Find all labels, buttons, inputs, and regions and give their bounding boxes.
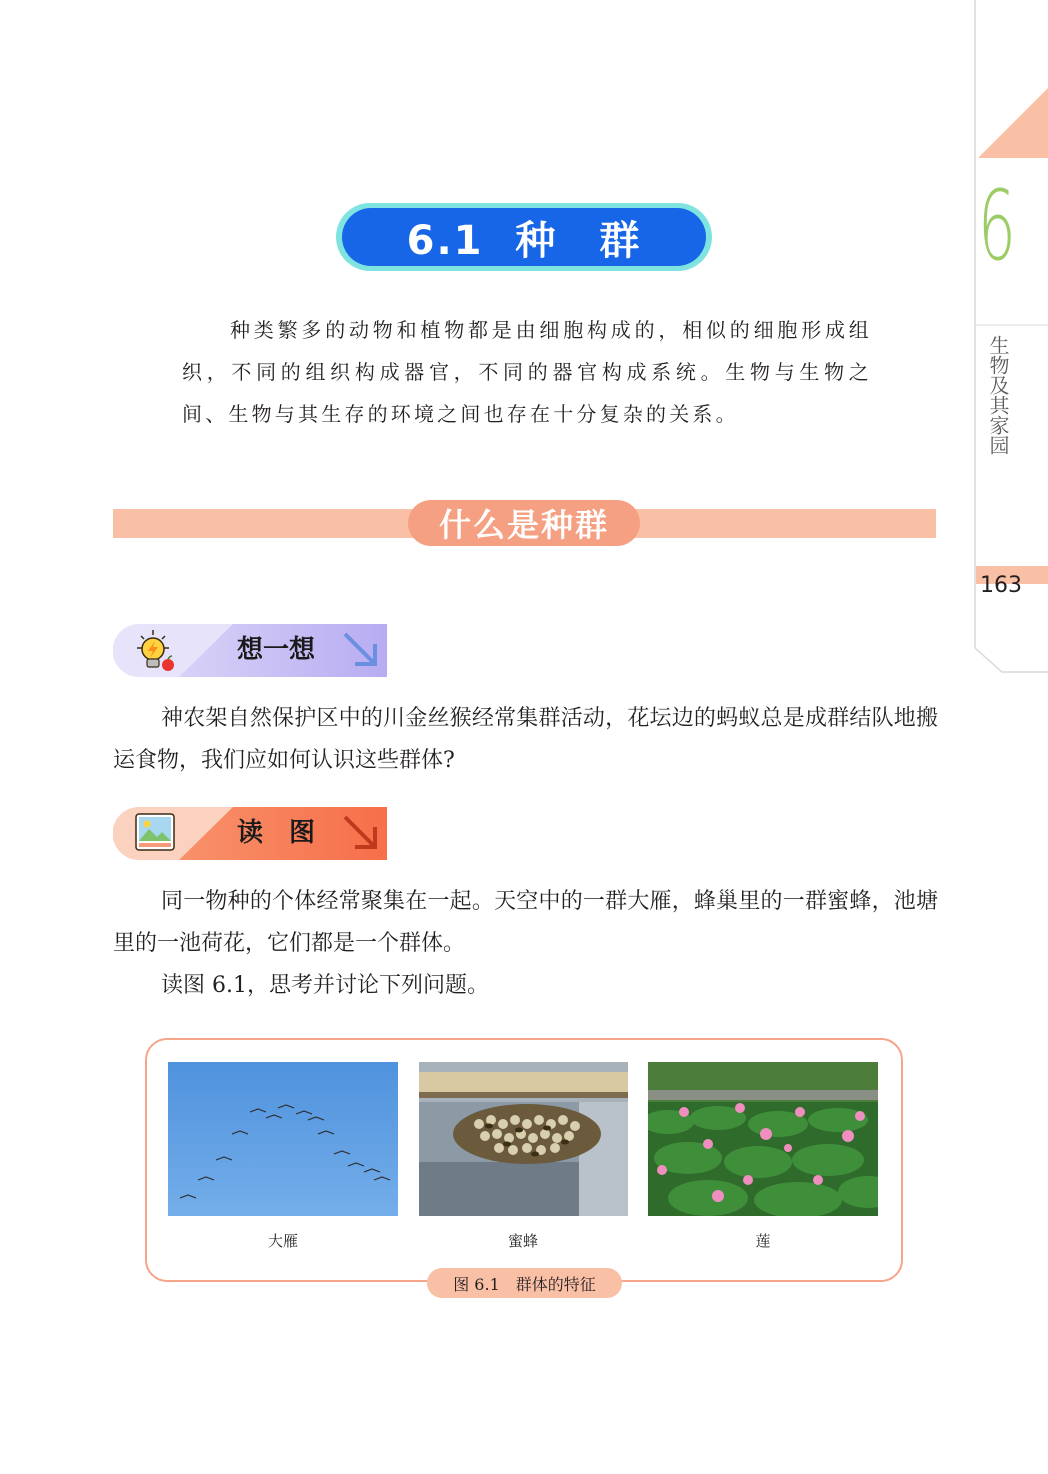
chapter-number: 6: [978, 170, 1016, 282]
read-label: 读 图: [237, 818, 316, 848]
subsection-title: 什么是种群: [438, 506, 609, 544]
photo-bees: [419, 1062, 628, 1216]
page-number: 163: [980, 573, 1022, 598]
read-paragraphs: [113, 881, 938, 1007]
subsection-pill: [408, 500, 640, 546]
chapter-title: 生物及其家园: [986, 335, 1010, 455]
section-title: 6.1 种 群: [406, 217, 642, 264]
think-banner: [113, 624, 387, 677]
intro-paragraph: 种类繁多的动物和植物都是由细胞构成的，相似的细胞形成组织，不同的组织构成器官，不同的器官构成系统。生物与生物之间、生物与其生存的环境之间也存在十分复杂的关系。: [182, 318, 872, 426]
read-banner: [113, 807, 387, 860]
read-paragraph-2: 读图 6.1，思考并讨论下列问题。: [161, 973, 489, 998]
photo-label-lotus: 莲: [755, 1232, 771, 1250]
photo-lotus: [648, 1062, 878, 1216]
think-text: 神农架自然保护区中的川金丝猴经常集群活动，花坛边的蚂蚁总是成群结队地搬运食物，我们应如何认识这些群体?: [113, 706, 938, 773]
think-paragraph: [113, 698, 938, 782]
photo-label-bees: 蜜蜂: [507, 1232, 538, 1250]
think-label: 想一想: [237, 635, 316, 665]
photo-geese: [168, 1062, 398, 1216]
figure-caption: 图 6.1 群体的特征: [427, 1268, 622, 1298]
lightbulb-icon: [135, 628, 181, 674]
read-paragraph-1: 同一物种的个体经常聚集在一起。天空中的一群大雁，蜂巢里的一群蜜蜂，池塘里的一池荷花，它们都是一个群体。: [113, 889, 938, 956]
section-title-pill: [336, 203, 712, 271]
picture-icon: [135, 813, 177, 855]
photo-label-geese: 大雁: [267, 1232, 298, 1250]
